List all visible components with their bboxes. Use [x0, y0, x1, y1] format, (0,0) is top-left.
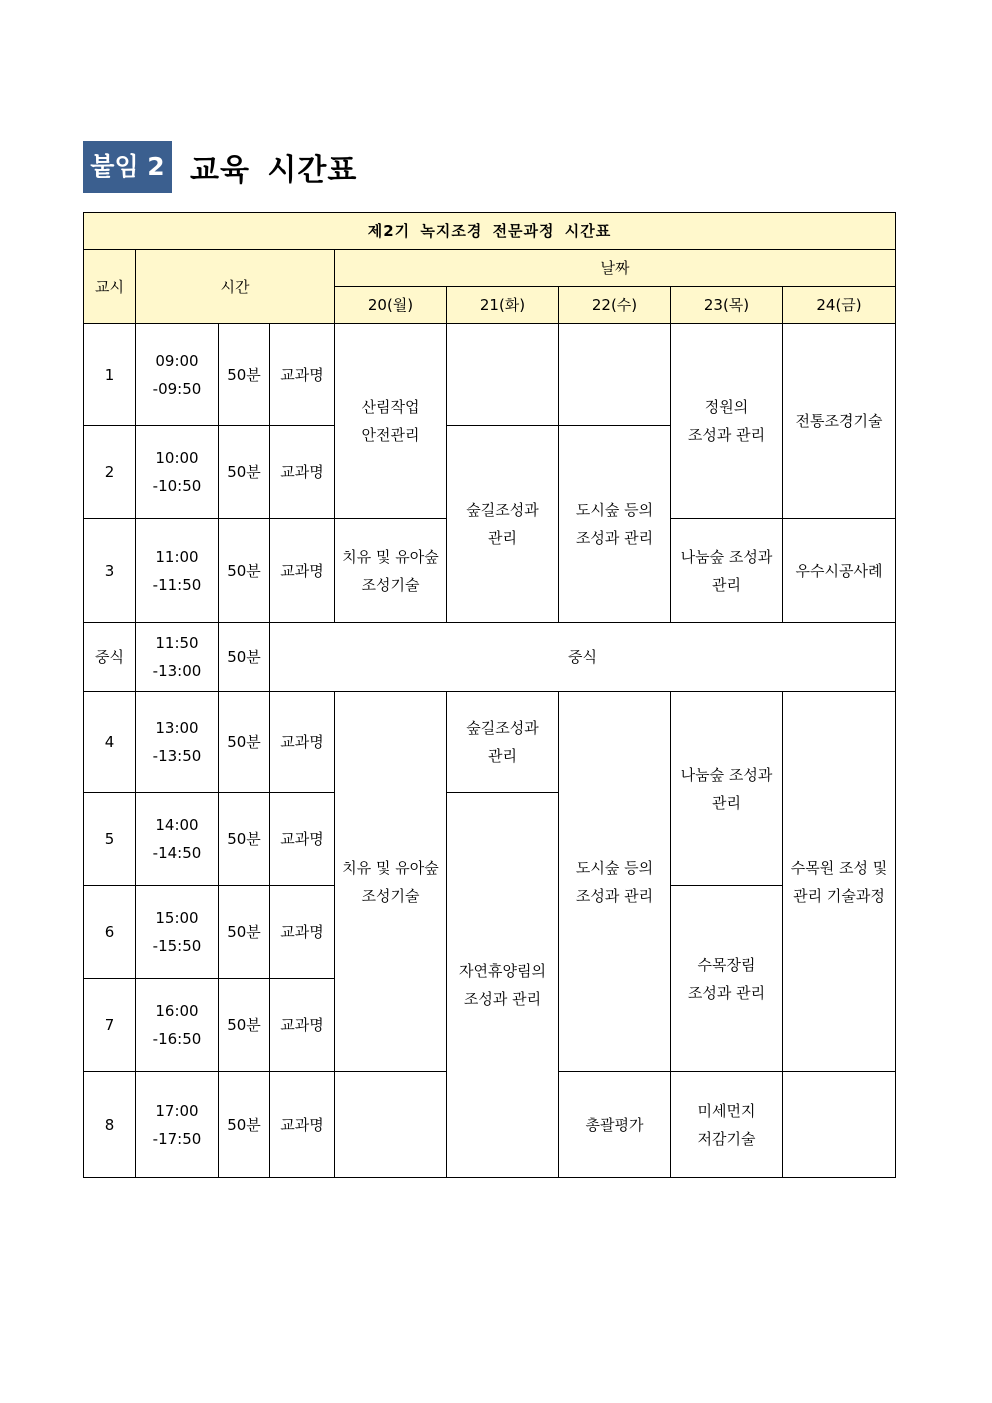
empty-cell	[447, 324, 559, 426]
course-label-cell: 교과명	[270, 692, 335, 793]
course-label-cell: 교과명	[270, 793, 335, 886]
duration-cell: 50분	[219, 979, 270, 1072]
day-header: 22(수)	[559, 287, 671, 324]
course-cell: 도시숲 등의 조성과 관리	[559, 692, 671, 1072]
duration-cell: 50분	[219, 519, 270, 623]
course-cell: 수목장림 조성과 관리	[671, 886, 783, 1072]
period-cell: 1	[84, 324, 136, 426]
duration-cell: 50분	[219, 886, 270, 979]
timetable-title: 제2기 녹지조경 전문과정 시간표	[84, 213, 896, 250]
course-cell: 미세먼지 저감기술	[671, 1072, 783, 1178]
course-cell: 숲길조성과 관리	[447, 426, 559, 623]
time-header: 시간	[136, 250, 335, 324]
empty-cell	[335, 1072, 447, 1178]
course-cell: 우수시공사례	[783, 519, 896, 623]
period-cell: 7	[84, 979, 136, 1072]
course-cell: 산림작업 안전관리	[335, 324, 447, 519]
time-cell: 15:00 -15:50	[136, 886, 219, 979]
page-heading	[83, 141, 357, 193]
lunch-cell: 중식	[270, 623, 896, 692]
duration-cell: 50분	[219, 426, 270, 519]
time-cell: 14:00 -14:50	[136, 793, 219, 886]
duration-cell: 50분	[219, 793, 270, 886]
course-label-cell: 교과명	[270, 886, 335, 979]
time-cell: 17:00 -17:50	[136, 1072, 219, 1178]
course-cell: 자연휴양림의 조성과 관리	[447, 793, 559, 1178]
period-cell: 6	[84, 886, 136, 979]
period-cell: 3	[84, 519, 136, 623]
course-label-cell: 교과명	[270, 979, 335, 1072]
day-header: 21(화)	[447, 287, 559, 324]
period-header: 교시	[84, 250, 136, 324]
time-cell: 11:50 -13:00	[136, 623, 219, 692]
empty-cell	[559, 324, 671, 426]
table-row	[84, 324, 896, 426]
course-cell: 숲길조성과 관리	[447, 692, 559, 793]
course-label-cell: 교과명	[270, 426, 335, 519]
period-cell: 8	[84, 1072, 136, 1178]
date-header: 날짜	[335, 250, 896, 287]
page-title: 교육 시간표	[190, 153, 358, 188]
table-row	[84, 692, 896, 793]
period-cell: 중식	[84, 623, 136, 692]
course-cell: 전통조경기술	[783, 324, 896, 519]
time-cell: 10:00 -10:50	[136, 426, 219, 519]
empty-cell	[783, 1072, 896, 1178]
course-label-cell: 교과명	[270, 519, 335, 623]
duration-cell: 50분	[219, 692, 270, 793]
course-cell: 나눔숲 조성과 관리	[671, 519, 783, 623]
day-header: 20(월)	[335, 287, 447, 324]
course-cell: 수목원 조성 및 관리 기술과정	[783, 692, 896, 1072]
duration-cell: 50분	[219, 324, 270, 426]
time-cell: 11:00 -11:50	[136, 519, 219, 623]
time-cell: 16:00 -16:50	[136, 979, 219, 1072]
course-cell: 치유 및 유아숲 조성기술	[335, 692, 447, 1072]
timetable	[83, 212, 896, 1178]
duration-cell: 50분	[219, 1072, 270, 1178]
period-cell: 4	[84, 692, 136, 793]
table-row	[84, 623, 896, 692]
course-label-cell: 교과명	[270, 324, 335, 426]
day-header: 24(금)	[783, 287, 896, 324]
course-cell: 나눔숲 조성과 관리	[671, 692, 783, 886]
day-header: 23(목)	[671, 287, 783, 324]
period-cell: 5	[84, 793, 136, 886]
course-cell: 도시숲 등의 조성과 관리	[559, 426, 671, 623]
attachment-badge: 붙임 2	[83, 141, 172, 193]
duration-cell: 50분	[219, 623, 270, 692]
course-cell: 정원의 조성과 관리	[671, 324, 783, 519]
period-cell: 2	[84, 426, 136, 519]
time-cell: 13:00 -13:50	[136, 692, 219, 793]
course-cell: 치유 및 유아숲 조성기술	[335, 519, 447, 623]
course-label-cell: 교과명	[270, 1072, 335, 1178]
time-cell: 09:00 -09:50	[136, 324, 219, 426]
course-cell: 총괄평가	[559, 1072, 671, 1178]
